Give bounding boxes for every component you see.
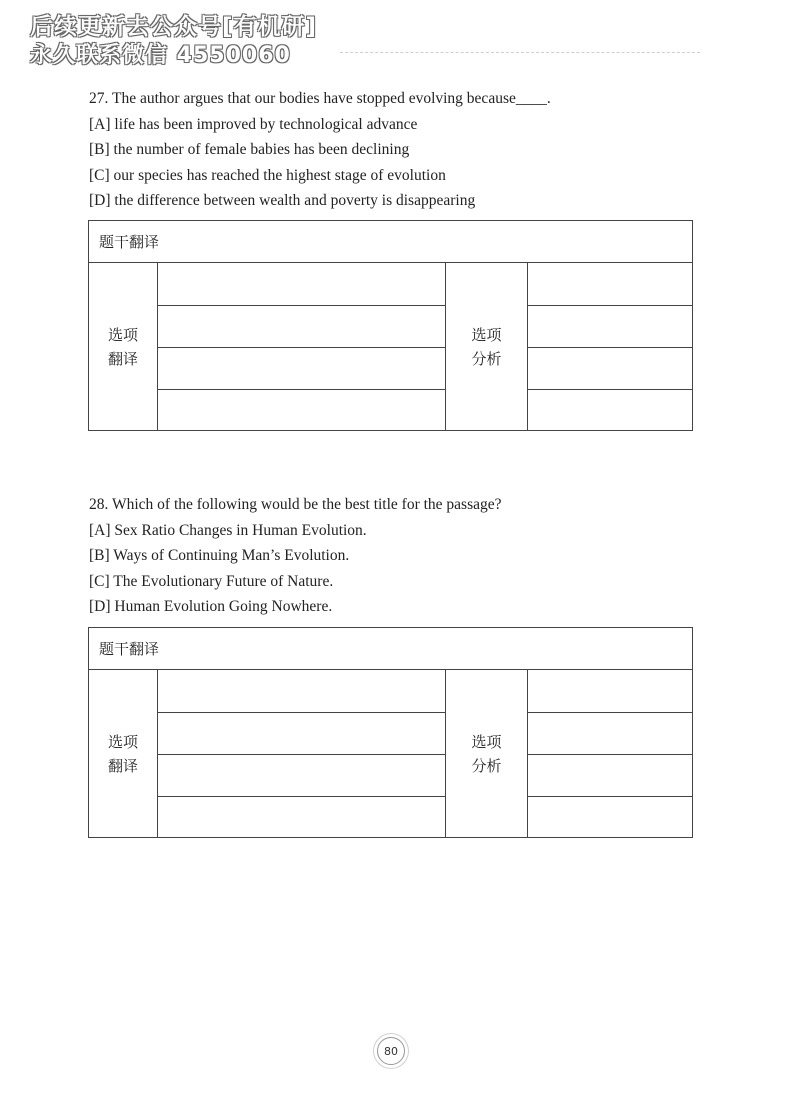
option-a: [A] life has been improved by technological advance (89, 115, 418, 133)
question-27 (89, 86, 709, 214)
grid-row-line (157, 712, 445, 713)
watermark-line-2: 永久联系微信 4550060 (30, 43, 291, 68)
option-c: [C] The Evolutionary Future of Nature. (89, 572, 334, 590)
option-c: [C] our species has reached the highest stage of evolution (89, 166, 446, 184)
label-line: 分析 (471, 349, 502, 368)
stem-translation-label: 题干翻译 (89, 221, 692, 263)
watermark-line-1: 后续更新去公众号[有机研] (30, 14, 318, 40)
option-b: [B] Ways of Continuing Man’s Evolution. (89, 547, 350, 564)
question-stem: 27. The author argues that our bodies have stopped evolving because____. (89, 90, 551, 107)
grid-row-line (527, 754, 692, 755)
grid-row-line (527, 347, 692, 348)
grid-row-line (157, 754, 445, 755)
label-line: 翻译 (107, 756, 138, 775)
grid-row-line (157, 347, 445, 348)
label-line: 选项 (107, 732, 138, 751)
header-divider (340, 52, 700, 53)
grid-row-line (527, 305, 692, 306)
label-line: 翻译 (107, 349, 138, 368)
grid-row-line (157, 305, 445, 306)
option-d: [D] the difference between wealth and poverty is disappearing (89, 192, 476, 209)
question-stem: 28. Which of the following would be the best title for the passage? (89, 496, 502, 513)
label-line: 分析 (471, 756, 502, 775)
option-analysis-label (446, 670, 527, 837)
label-line: 选项 (107, 325, 138, 344)
label-line: 选项 (471, 732, 502, 751)
option-translation-label (89, 263, 157, 430)
page-number: 80 (377, 1037, 405, 1065)
grid-row-line (527, 796, 692, 797)
option-b: [B] the number of female babies has been declining (89, 141, 410, 158)
stem-translation-label: 题干翻译 (89, 628, 692, 670)
grid-row-line (157, 389, 445, 390)
option-a: [A] Sex Ratio Changes in Human Evolution. (89, 521, 367, 539)
grid-row-line (527, 389, 692, 390)
question-28 (89, 492, 709, 620)
option-analysis-label (446, 263, 527, 430)
answer-grid-27 (88, 220, 693, 431)
grid-row-line (527, 712, 692, 713)
option-d: [D] Human Evolution Going Nowhere. (89, 598, 333, 615)
label-line: 选项 (471, 325, 502, 344)
answer-grid-28 (88, 627, 693, 838)
grid-row-line (157, 796, 445, 797)
option-translation-label (89, 670, 157, 837)
